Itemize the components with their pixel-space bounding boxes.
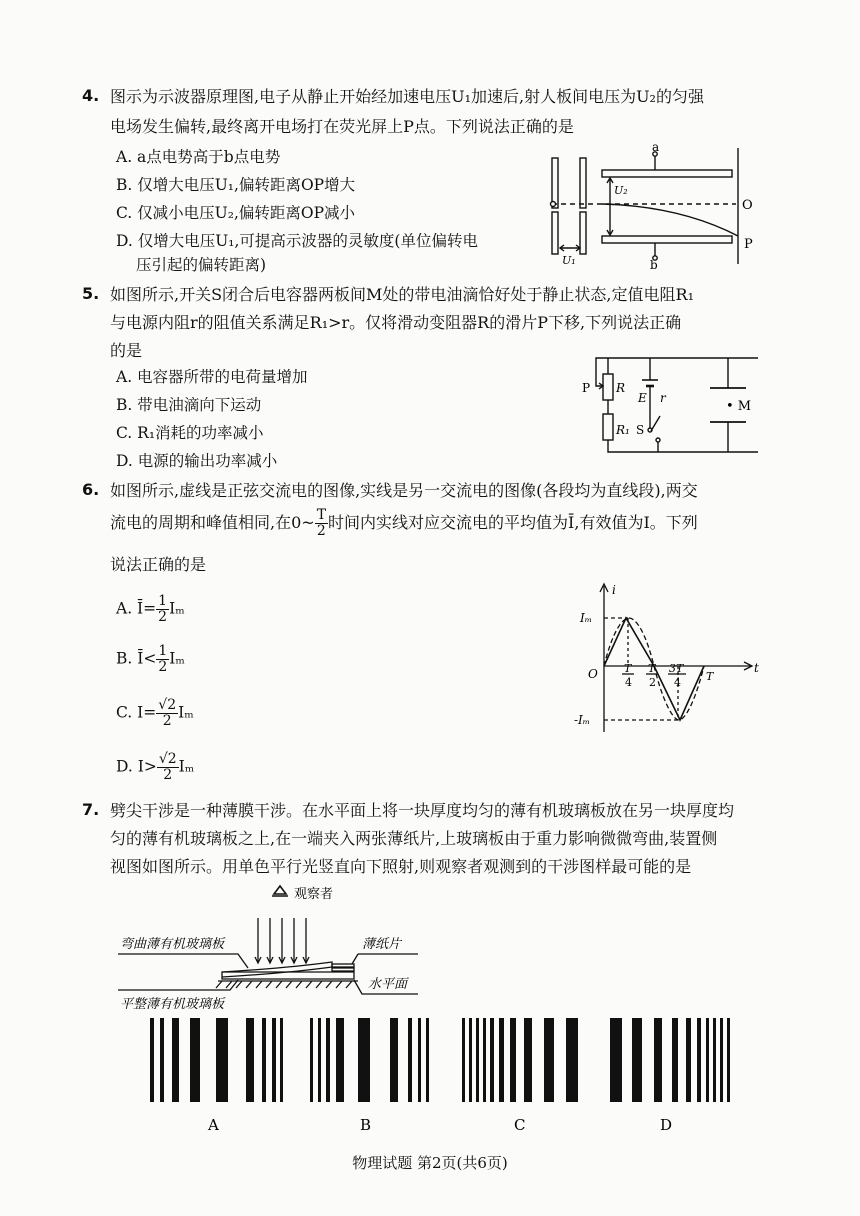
option-a: A. Ī= $\frac{1}{2}$ Iₘ	[116, 593, 185, 625]
option-d-continued: 压引起的偏转距离)	[136, 256, 267, 274]
question-stem: 如图所示,虚线是正弦交流电的图像,实线是另一交流电的图像(各段均为直线段),两交	[110, 481, 698, 500]
question-number: 5.	[82, 284, 100, 303]
tick-3t4-den: 4	[674, 676, 681, 689]
tick-3t4-num: 3T	[669, 662, 684, 675]
label-s: S	[636, 423, 645, 437]
fringe-c	[476, 1018, 479, 1102]
fringe-c	[469, 1018, 472, 1102]
question-stem: 流电的周期和峰值相同,在0~ $\frac{T}{2}$ 时间内实线对应交流电的平均值为Ī,有效值为I。下列	[110, 507, 698, 539]
tick-t4-num: T	[624, 662, 632, 675]
fringe-a	[172, 1018, 179, 1102]
option-a: A. a点电势高于b点电势	[116, 148, 281, 166]
ac-waveform-graph	[568, 582, 768, 742]
axis-label-t: t	[754, 661, 759, 675]
label-r: R	[616, 381, 626, 395]
fringe-c	[483, 1018, 486, 1102]
observer-label: 观察者	[294, 887, 334, 902]
question-stem: 劈尖干涉是一种薄膜干涉。在水平面上将一块厚度均匀的薄有机玻璃板放在另一块厚度均	[110, 801, 735, 820]
fringe-b	[390, 1018, 398, 1102]
option-d: D. I> $\frac{√2}{2}$ Iₘ	[116, 751, 195, 783]
fringe-b	[408, 1018, 412, 1102]
fringe-d	[672, 1018, 678, 1102]
oscilloscope-diagram	[540, 140, 780, 270]
fringe-c	[544, 1018, 554, 1102]
fringe-a	[272, 1018, 276, 1102]
origin-label: O	[588, 667, 598, 681]
circuit-diagram	[578, 350, 778, 460]
label-im: Iₘ	[580, 611, 593, 625]
fringe-a	[160, 1018, 164, 1102]
curved-plate-label: 弯曲薄有机玻璃板	[120, 937, 225, 952]
fringe-c	[510, 1018, 516, 1102]
fringe-c	[524, 1018, 532, 1102]
fraction-t-over-2: $\frac{T}{2}$	[316, 507, 327, 539]
fringe-a	[150, 1018, 154, 1102]
fringe-d	[686, 1018, 691, 1102]
paper-label: 薄纸片	[362, 937, 402, 952]
wedge-interference-setup	[118, 884, 458, 1014]
label-b: b	[650, 258, 658, 270]
label-o: O	[742, 198, 753, 213]
page-footer: 物理试题 第2页(共6页)	[352, 1154, 508, 1172]
label-p: P	[744, 237, 753, 252]
fringe-b	[418, 1018, 421, 1102]
question-stem: 图示为示波器原理图,电子从静止开始经加速电压U₁加速后,射人板间电压为U₂的匀强	[110, 87, 704, 106]
fringe-a	[190, 1018, 200, 1102]
pattern-label-c: C	[514, 1116, 526, 1134]
fringe-d	[713, 1018, 716, 1102]
ground-label: 水平面	[368, 977, 408, 992]
question-number: 6.	[82, 480, 100, 499]
fringe-b	[326, 1018, 330, 1102]
fringe-c	[499, 1018, 504, 1102]
option-c: C. R₁消耗的功率减小	[116, 424, 264, 442]
question-number: 4.	[82, 86, 100, 105]
interference-patterns	[140, 1018, 740, 1138]
fringe-d	[727, 1018, 730, 1102]
fringe-d	[720, 1018, 723, 1102]
tick-T: T	[706, 670, 714, 683]
axis-label-i: i	[612, 583, 616, 597]
label-r1: R₁	[616, 423, 630, 437]
question-stem: 的是	[110, 341, 143, 360]
flat-plate-label: 平整薄有机玻璃板	[120, 997, 225, 1012]
option-a: A. 电容器所带的电荷量增加	[116, 368, 308, 386]
question-number: 7.	[82, 800, 100, 819]
label-m: • M	[726, 399, 752, 414]
fringe-a	[216, 1018, 228, 1102]
option-d: D. 电源的输出功率减小	[116, 452, 278, 470]
label-e: E	[638, 391, 647, 405]
question-stem: 说法正确的是	[110, 555, 207, 574]
pattern-label-d: D	[660, 1116, 673, 1134]
fringe-a	[280, 1018, 283, 1102]
tick-t4-den: 4	[625, 676, 632, 689]
tick-t2-den: 2	[649, 676, 656, 689]
pattern-label-b: B	[360, 1116, 372, 1134]
option-b: B. 带电油滴向下运动	[116, 396, 262, 414]
option-c: C. I= $\frac{√2}{2}$ Iₘ	[116, 697, 194, 729]
question-stem: 视图如图所示。用单色平行光竖直向下照射,则观察者观测到的干涉图样最可能的是	[110, 857, 692, 876]
label-slider-p: P	[582, 381, 591, 395]
tick-t2-num: T	[648, 662, 656, 675]
fringe-d	[632, 1018, 642, 1102]
question-stem: 匀的薄有机玻璃板之上,在一端夹入两张薄纸片,上玻璃板由于重力影响微微弯曲,装置侧	[110, 829, 718, 848]
fringe-b	[426, 1018, 429, 1102]
label-a: a	[652, 140, 660, 154]
fringe-d	[610, 1018, 622, 1102]
fringe-d	[654, 1018, 662, 1102]
option-c: C. 仅减小电压U₂,偏转距离OP减小	[116, 204, 356, 222]
pattern-fringes	[150, 1018, 730, 1102]
fringe-a	[246, 1018, 254, 1102]
question-stem: 与电源内阻r的阻值关系满足R₁>r。仅将滑动变阻器R的滑片P下移,下列说法正确	[110, 313, 682, 332]
label-neg-im: -Iₘ	[574, 713, 591, 727]
question-stem: 电场发生偏转,最终离开电场打在荧光屏上P点。下列说法正确的是	[110, 117, 574, 136]
fringe-c	[566, 1018, 578, 1102]
fringe-c	[490, 1018, 494, 1102]
question-stem: 如图所示,开关S闭合后电容器两板间M处的带电油滴恰好处于静止状态,定值电阻R₁	[110, 285, 694, 304]
fringe-d	[706, 1018, 709, 1102]
fringe-a	[262, 1018, 266, 1102]
fringe-d	[697, 1018, 701, 1102]
label-u1: U₁	[562, 254, 576, 267]
fringe-b	[358, 1018, 370, 1102]
fringe-b	[336, 1018, 344, 1102]
fringe-b	[310, 1018, 313, 1102]
label-internal-r: r	[660, 391, 666, 405]
pattern-label-a: A	[208, 1116, 219, 1134]
fringe-c	[462, 1018, 465, 1102]
fringe-b	[318, 1018, 321, 1102]
option-b: B. 仅增大电压U₁,偏转距离OP增大	[116, 176, 356, 194]
option-d: D. 仅增大电压U₁,可提高示波器的灵敏度(单位偏转电	[116, 232, 478, 250]
label-u2: U₂	[614, 184, 628, 197]
option-b: B. Ī< $\frac{1}{2}$ Iₘ	[116, 643, 185, 675]
